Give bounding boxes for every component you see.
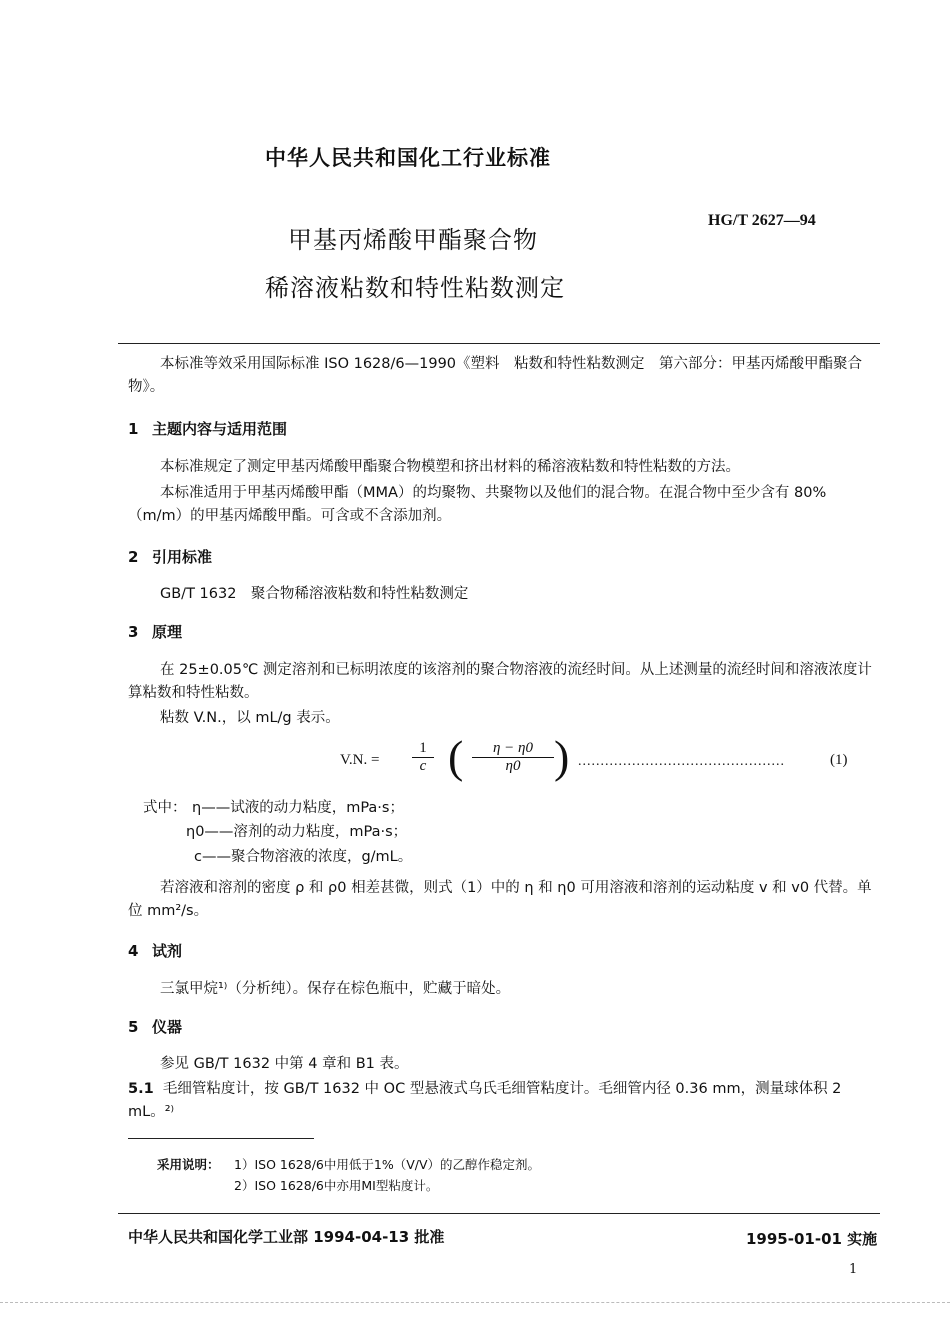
intro-paragraph: 本标准等效采用国际标准 ISO 1628/6—1990《塑料 粘数和特性粘数测定 第六部分：甲基丙烯酸甲酯聚合物》。 [128, 356, 863, 395]
title-line-2: 稀溶液粘数和特性粘数测定 [265, 274, 565, 302]
right-paren: ) [554, 731, 570, 782]
fraction-numerator: 1 [419, 740, 427, 756]
where-item-1: η——试液的动力粘度，mPa·s； [192, 800, 404, 816]
section-5-para-1: 参见 GB/T 1632 中第 4 章和 B1 表。 [160, 1056, 409, 1072]
top-divider [118, 343, 880, 344]
fraction-denominator: c [412, 757, 434, 775]
fraction-viscosity-ratio [472, 740, 554, 775]
formula-lhs: V.N. = [340, 752, 380, 768]
section-2-heading [128, 546, 212, 567]
section-4-para-1: 三氯甲烷¹⁾（分析纯）。保存在棕色瓶中，贮藏于暗处。 [160, 981, 511, 997]
issuing-authority: 中华人民共和国化工行业标准 [265, 146, 551, 170]
fraction-denominator: η0 [472, 757, 554, 775]
clause-text: 毛细管粘度计，按 GB/T 1632 中 OC 型悬液式乌氏毛细管粘度计。毛细管内径 0.36 mm，测量球体积 2 mL。²⁾ [128, 1081, 842, 1120]
section-number: 3 [128, 623, 139, 641]
standard-code: HG/T 2627—94 [708, 212, 816, 229]
section-title: 原理 [152, 623, 183, 641]
fraction-numerator: η − η0 [492, 740, 533, 756]
title-line-1: 甲基丙烯酸甲酯聚合物 [288, 226, 538, 254]
section-title: 仪器 [152, 1018, 183, 1036]
page-number: 1 [849, 1262, 858, 1277]
section-4-heading [128, 940, 182, 961]
section-3-para-1: 在 25±0.05℃ 测定溶剂和已标明浓度的该溶剂的聚合物溶液的流经时间。从上述测量的流经时间和溶液浓度计算粘数和特性粘数。 [128, 662, 872, 701]
equation-number: (1) [830, 752, 848, 768]
clause-5-1 [128, 1078, 876, 1124]
footnote-2: 2）ISO 1628/6中亦用MI型粘度计。 [234, 1178, 439, 1193]
effective-date: 1995-01-01 实施 [746, 1230, 878, 1248]
section-5-heading [128, 1016, 182, 1037]
section-title: 引用标准 [152, 548, 213, 566]
where-item-2: η0——溶剂的动力粘度，mPa·s； [186, 824, 408, 840]
section-1-heading [128, 418, 287, 439]
section-3-para-2: 粘数 V.N.，以 mL/g 表示。 [160, 710, 340, 726]
equation-1 [340, 731, 880, 794]
fraction-1-over-c [412, 740, 434, 775]
section-1-para-2: 本标准适用于甲基丙烯酸甲酯（MMA）的均聚物、共聚物以及他们的混合物。在混合物中至少含有 80%（m/m）的甲基丙烯酸甲酯。可含或不含添加剂。 [128, 485, 827, 524]
footnote-1: 1）ISO 1628/6中用低于1%（V/V）的乙醇作稳定剂。 [234, 1157, 541, 1172]
where-item-3: c——聚合物溶液的浓度，g/mL。 [194, 849, 413, 865]
section-3-heading [128, 621, 182, 642]
footnote-divider [128, 1138, 314, 1139]
footnote-label: 采用说明： [157, 1157, 220, 1172]
left-paren: ( [448, 731, 464, 782]
where-lead: 式中： [143, 800, 187, 816]
section-number: 1 [128, 420, 139, 438]
approval-line: 中华人民共和国化学工业部 1994-04-13 批准 [128, 1228, 445, 1246]
bottom-divider [118, 1213, 880, 1214]
section-number: 2 [128, 548, 139, 566]
section-2-para-1: GB/T 1632 聚合物稀溶液粘数和特性粘数测定 [160, 586, 469, 602]
section-3-para-3: 若溶液和溶剂的密度 ρ 和 ρ0 相差甚微，则式（1）中的 η 和 η0 可用溶液和溶剂的运动粘度 v 和 v0 代替。单位 mm²/s。 [128, 880, 872, 919]
section-title: 试剂 [152, 942, 183, 960]
leader-dots: .............................................. [578, 754, 785, 769]
section-number: 5 [128, 1018, 139, 1036]
clause-number: 5.1 [128, 1081, 154, 1097]
scan-edge-line [0, 1302, 950, 1303]
section-number: 4 [128, 942, 139, 960]
section-title: 主题内容与适用范围 [152, 420, 288, 438]
section-1-para-1: 本标准规定了测定甲基丙烯酸甲酯聚合物模塑和挤出材料的稀溶液粘数和特性粘数的方法。 [160, 459, 740, 475]
